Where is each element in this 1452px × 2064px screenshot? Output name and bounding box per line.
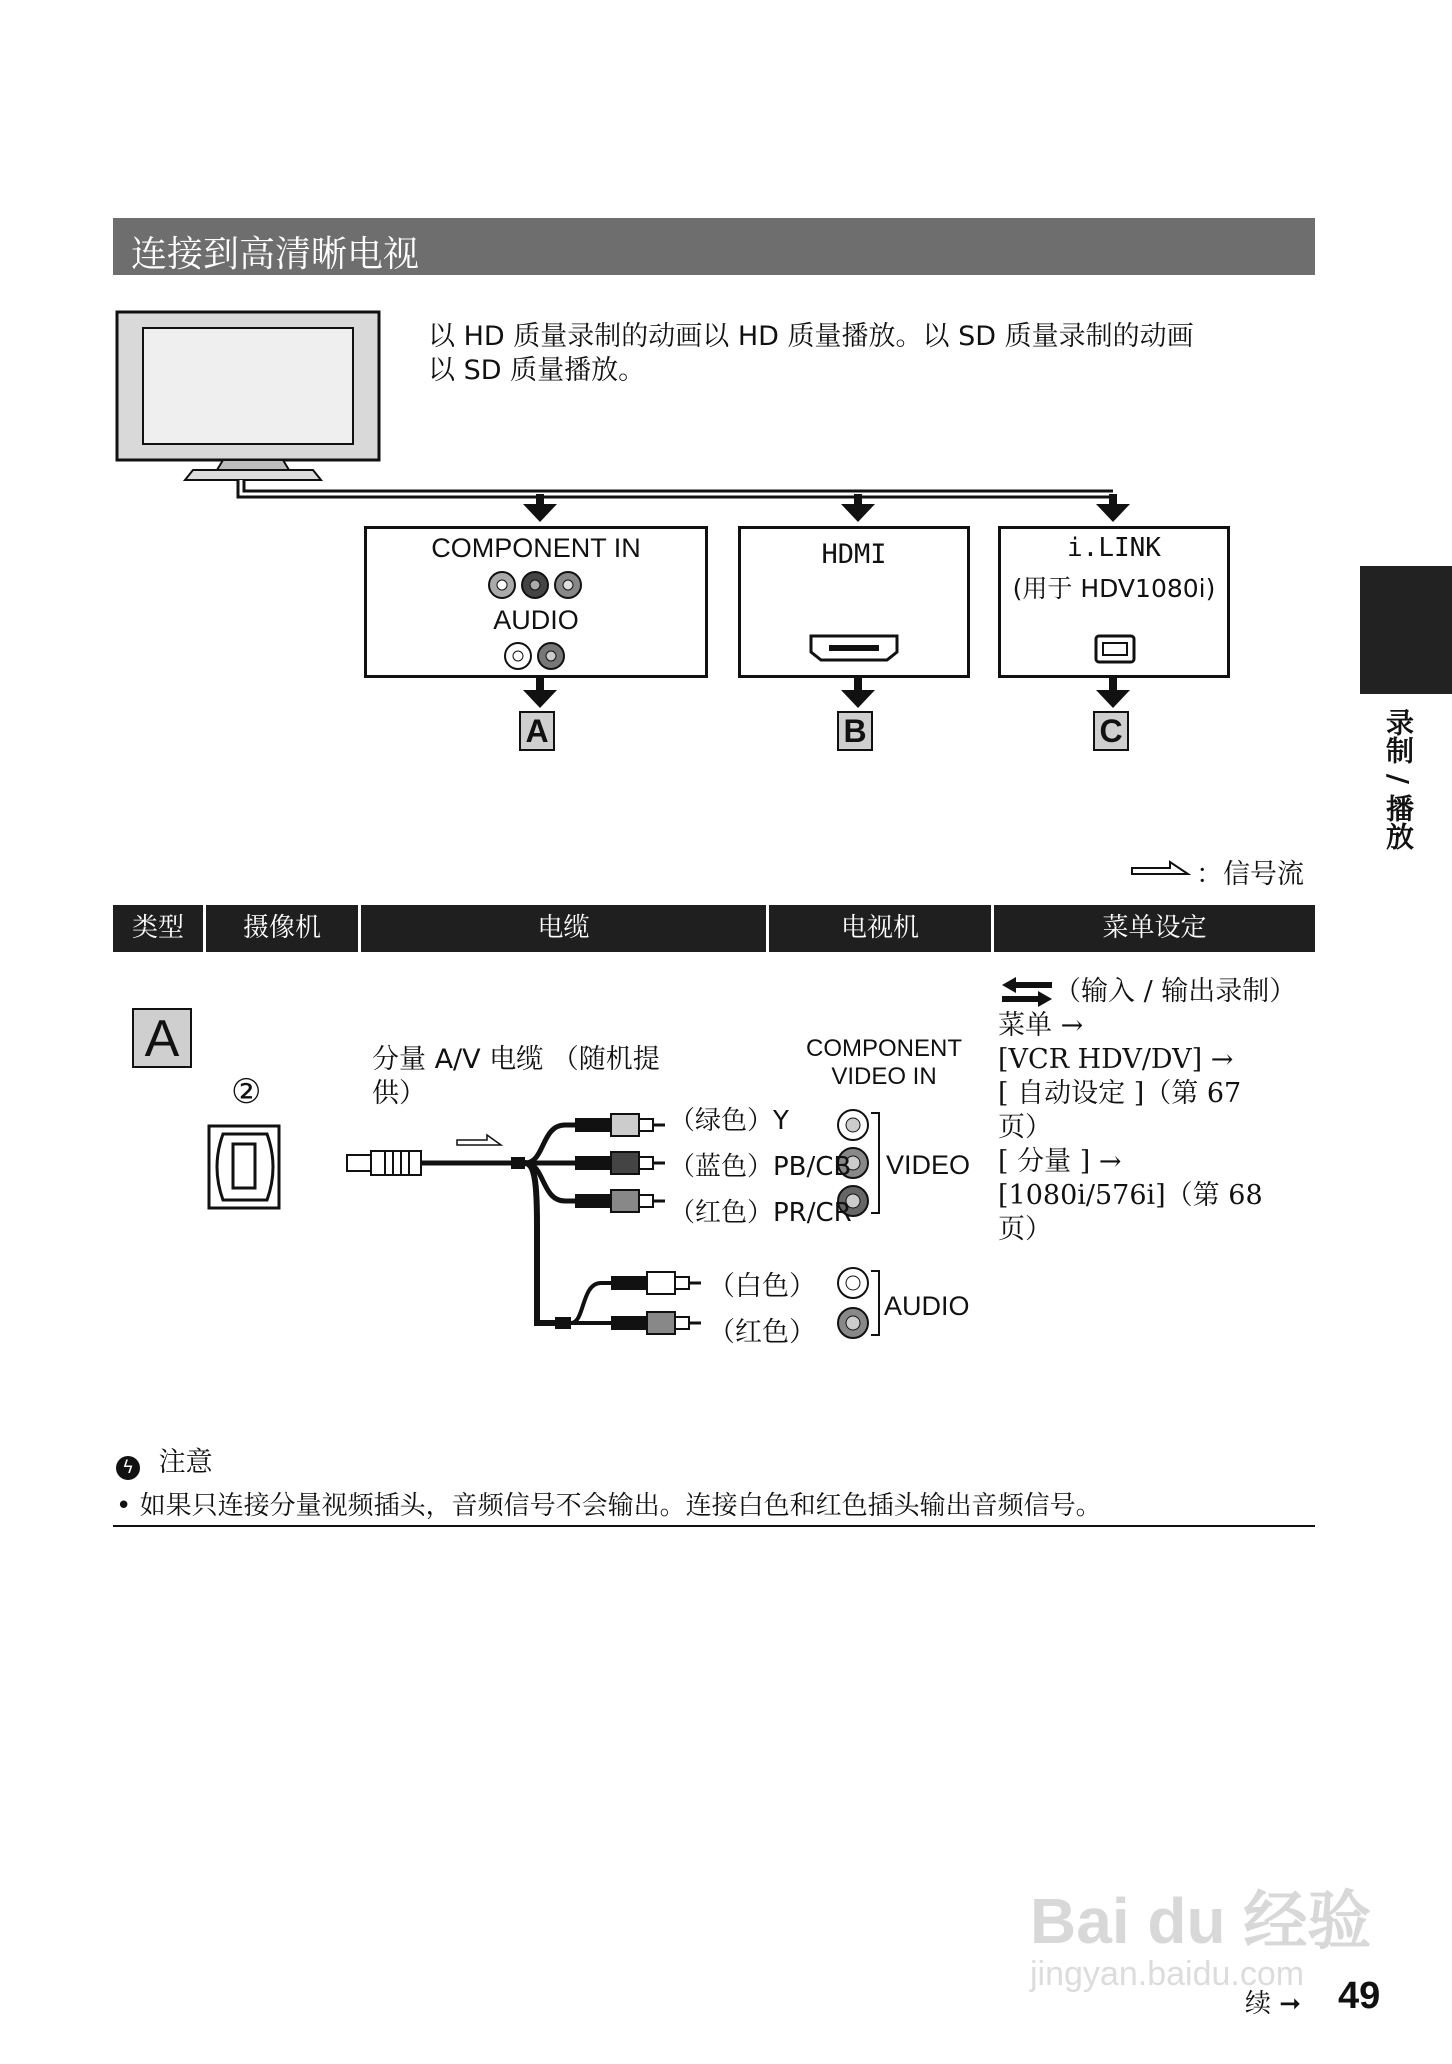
plug-white-label: （白色） <box>708 1271 816 1302</box>
jack-number: ② <box>231 1072 262 1112</box>
ilink-sub-label: (用于 HDV1080i) <box>1012 574 1216 603</box>
hdmi-port-icon <box>807 632 901 664</box>
label-a: A <box>519 711 555 751</box>
component-in-label: COMPONENT IN <box>431 533 641 563</box>
continued-text: 续 <box>1245 1989 1272 2019</box>
menu-setting-text <box>998 975 1328 1247</box>
tv-video-label: VIDEO <box>886 1150 971 1180</box>
intro-line-2: 以 SD 质量播放。 <box>428 355 646 386</box>
table-header <box>113 905 1315 952</box>
note-body: • 如果只连接分量视频插头，音频信号不会输出。连接白色和红色插头输出音频信号。 <box>116 1491 1102 1521</box>
arrow-right-icon: ➞ <box>1279 1989 1302 2019</box>
ilink-port-icon <box>1093 633 1137 667</box>
plug-green-label: （绿色）Y <box>669 1106 789 1136</box>
rca-plug-white <box>611 1272 701 1294</box>
plug-blue-label: （蓝色）PB/CB <box>669 1152 852 1182</box>
page-number: 49 <box>1338 1975 1381 2017</box>
rca-plug-green <box>575 1114 665 1136</box>
camcorder-jack-icon <box>205 1122 285 1212</box>
cable-name-line-2: 供） <box>372 1078 426 1109</box>
plug-red-audio-label: （红色） <box>708 1317 816 1348</box>
intro-text <box>428 320 1288 388</box>
label-c: C <box>1093 711 1129 751</box>
component-jacks-icon <box>485 567 585 603</box>
note-heading <box>116 1440 213 1480</box>
rca-plug-red-audio <box>611 1312 701 1334</box>
ilink-port-box <box>998 526 1230 678</box>
menu-setting-value: （输入 / 输出录制） 菜单 → [VCR HDV/DV] → [ 自动设定 ]（第 67 页） [ 分量 ] → [1080i/576i]（第 68 页） <box>998 976 1297 1245</box>
caution-icon: ϟ <box>116 1456 140 1480</box>
watermark-url: jingyan.baidu.com <box>1030 1955 1305 1993</box>
tv-label-line-1: COMPONENT <box>806 1035 962 1062</box>
section-header-bar <box>113 218 1315 275</box>
component-cable-illustration <box>345 1105 905 1355</box>
plug-red-label: （红色）PR/CR <box>669 1198 852 1228</box>
audio-jacks-icon <box>501 639 571 673</box>
signal-flow-label: ：信号流 <box>1196 859 1304 890</box>
tv-label-line-2: VIDEO IN <box>831 1063 937 1090</box>
tv-component-label <box>800 1035 968 1091</box>
side-section-label: 录制 / 播放 <box>1382 708 1415 850</box>
cable-name <box>372 1043 660 1111</box>
rca-plug-blue <box>575 1152 665 1174</box>
rca-plug-red <box>575 1190 665 1212</box>
cable-name-line-1: 分量 A/V 电缆 （随机提 <box>372 1044 660 1075</box>
section-title: 连接到高清晰电视 <box>131 234 420 275</box>
ilink-label: i.LINK <box>1067 533 1161 563</box>
audio-port-label: AUDIO <box>493 605 579 635</box>
header-camcorder: 摄像机 <box>242 913 321 943</box>
divider <box>113 1525 1315 1527</box>
hdmi-port-box <box>738 526 970 678</box>
watermark-logo: Bai du 经验 <box>1030 1885 1372 1957</box>
note-title: 注意 <box>158 1447 213 1478</box>
tv-audio-label: AUDIO <box>884 1291 970 1321</box>
intro-line-1: 以 HD 质量录制的动画以 HD 质量播放。以 SD 质量录制的动画 <box>428 321 1194 352</box>
tv-icon <box>117 312 379 480</box>
component-port-box <box>364 526 708 678</box>
signal-flow-arrow-icon <box>1130 856 1200 880</box>
header-cable: 电缆 <box>537 913 590 943</box>
continued-label <box>1245 1983 1301 2020</box>
hdmi-label: HDMI <box>821 539 887 570</box>
header-type: 类型 <box>131 913 184 943</box>
header-menu: 菜单设定 <box>1102 913 1207 943</box>
header-tv: 电视机 <box>840 913 919 943</box>
label-b: B <box>837 711 873 751</box>
side-tab <box>1360 566 1452 694</box>
type-a-box: A <box>132 1008 192 1068</box>
